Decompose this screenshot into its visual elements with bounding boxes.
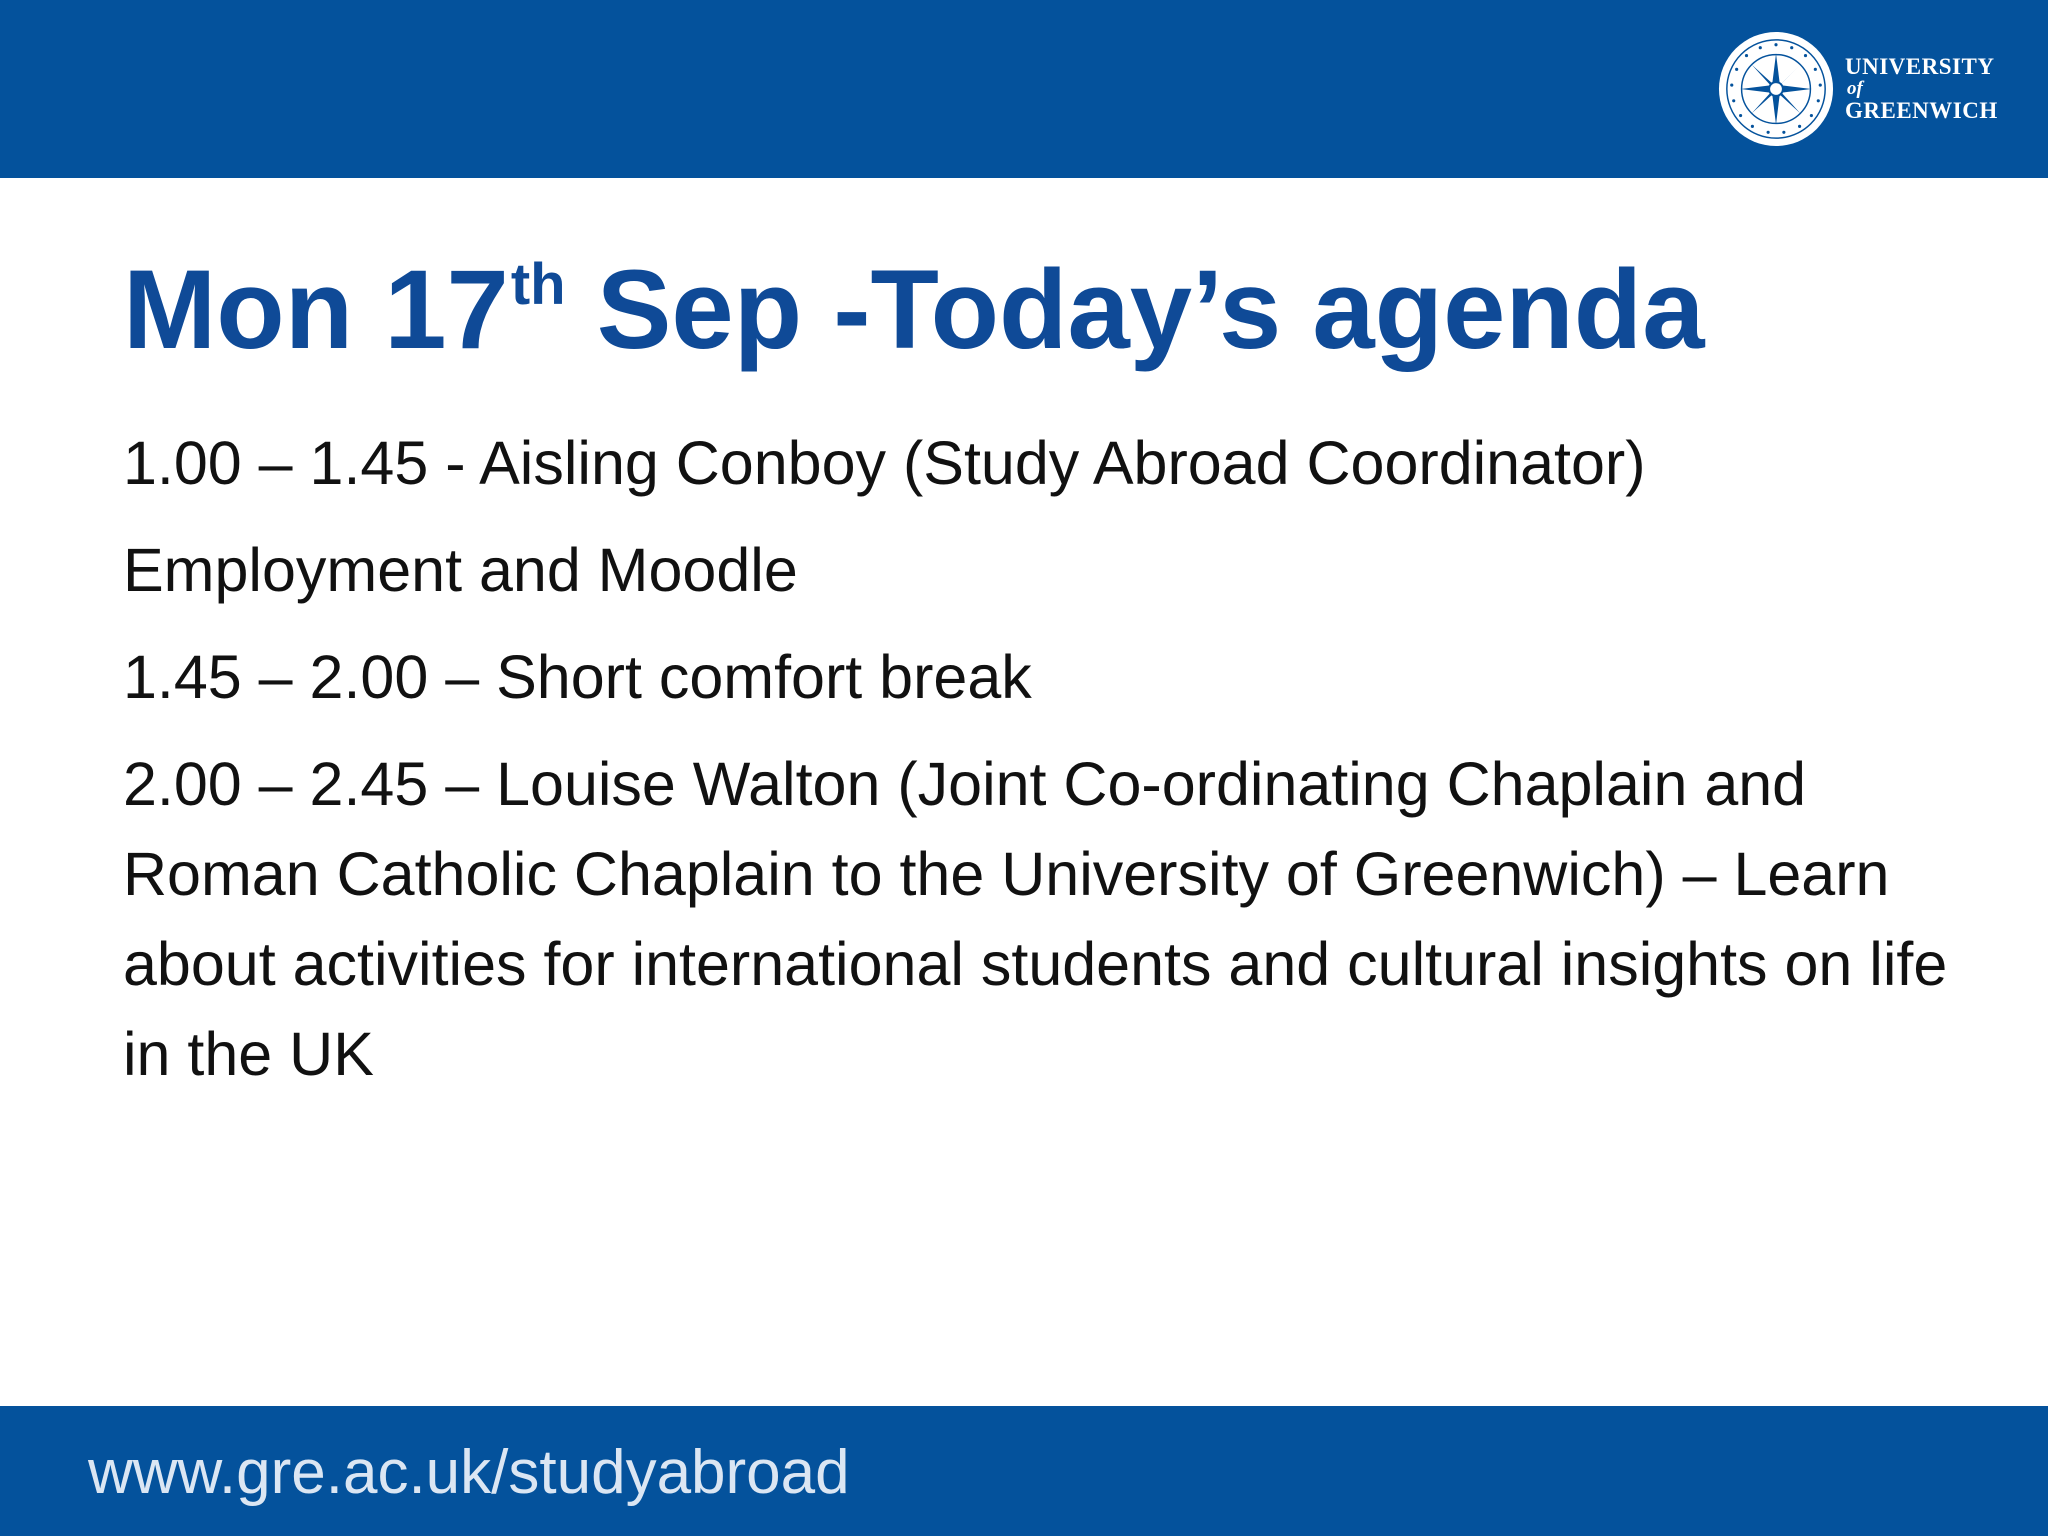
title-prefix: Mon 17 xyxy=(123,247,509,372)
agenda-item: 2.00 – 2.45 – Louise Walton (Joint Co-ordinating Chaplain and Roman Catholic Chaplain to the University of Greenwich) – Learn about activities for international students and cultural insights on life in the UK xyxy=(123,750,1948,1088)
agenda-list xyxy=(123,418,1953,1116)
title-suffix: Sep -Today’s agenda xyxy=(565,247,1705,372)
logo-line-university: UNIVERSITY xyxy=(1845,53,1995,79)
compass-rose-seal-icon xyxy=(1717,30,1835,148)
agenda-item: 1.45 – 2.00 – Short comfort break xyxy=(123,643,1032,711)
university-name xyxy=(1845,55,1998,123)
agenda-item: 1.00 – 1.45 - Aisling Conboy (Study Abroad Coordinator) xyxy=(123,429,1646,497)
university-logo xyxy=(1717,30,1998,148)
footer-url: www.gre.ac.uk/studyabroad xyxy=(88,1438,850,1507)
title-superscript: th xyxy=(510,252,566,317)
logo-line-of: of xyxy=(1847,78,1863,100)
logo-line-greenwich: GREENWICH xyxy=(1845,97,1998,123)
agenda-item: Employment and Moodle xyxy=(123,536,798,604)
slide-title xyxy=(123,248,1705,371)
header-bar xyxy=(0,0,2048,178)
